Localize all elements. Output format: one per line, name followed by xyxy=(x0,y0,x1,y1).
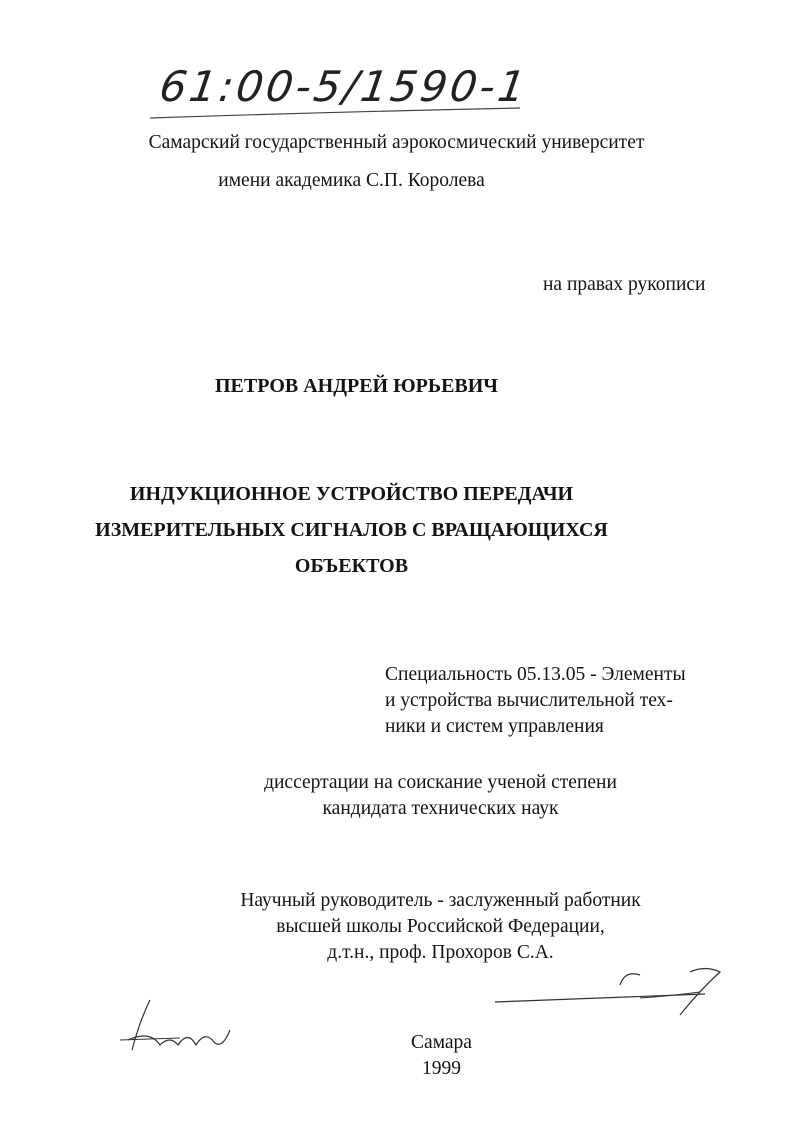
author-name: ПЕТРОВ АНДРЕЙ ЮРЬЕВИЧ xyxy=(215,375,498,397)
dissertation-title-line-1: ИНДУКЦИОННОЕ УСТРОЙСТВО ПЕРЕДАЧИ xyxy=(129,483,574,505)
specialty-line-1: Специальность 05.13.05 - Элементы xyxy=(385,664,686,685)
manuscript-note: на правах рукописи xyxy=(543,274,706,295)
year: 1999 xyxy=(422,1058,461,1079)
university-name: Самарский государственный аэрокосмический университет xyxy=(148,132,645,153)
supervisor-line-3: д.т.н., проф. Прохоров С.А. xyxy=(327,942,554,963)
supervisor-line-1: Научный руководитель - заслуженный работник xyxy=(240,890,641,911)
specialty-line-3: ники и систем управления xyxy=(385,716,604,737)
degree-line-2: кандидата технических наук xyxy=(322,798,559,819)
supervisor-line-2: высшей школы Российской Федерации, xyxy=(276,916,605,937)
dissertation-title-line-3: ОБЪЕКТОВ xyxy=(294,555,409,577)
degree-line-1: диссертации на соискание ученой степени xyxy=(264,772,617,793)
dissertation-title-line-2: ИЗМЕРИТЕЛЬНЫХ СИГНАЛОВ С ВРАЩАЮЩИХСЯ xyxy=(95,519,608,541)
specialty-line-2: и устройства вычислительной тех- xyxy=(385,690,673,711)
city: Самара xyxy=(411,1032,472,1053)
university-named-after: имени академика С.П. Королева xyxy=(218,170,485,191)
archive-code: 61:00-5/1590-1 xyxy=(156,62,532,111)
